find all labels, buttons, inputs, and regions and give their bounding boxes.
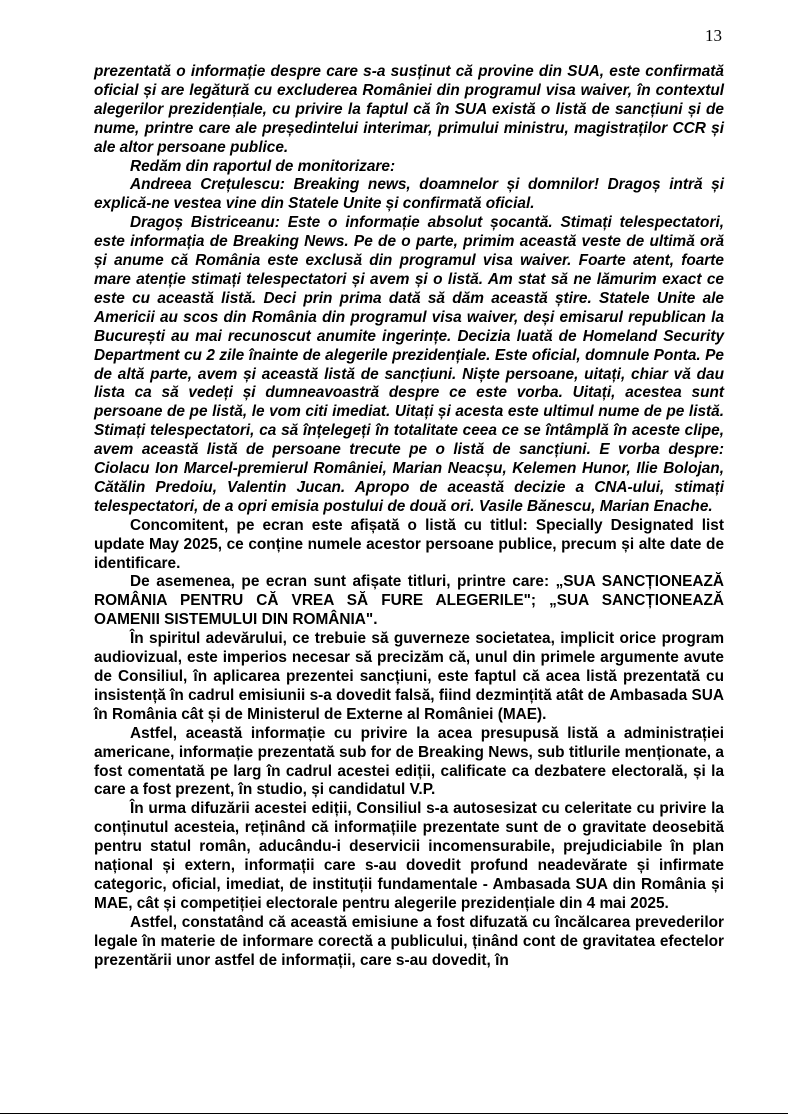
paragraph-finding: Astfel, constatând că această emisiune a fost difuzată cu încălcarea prevederilor legale în materie de informare corectă a publicului, ținând cont de gravitatea efectelor prezentării unor astfel de informații, care s-au dovedit, în: [94, 913, 724, 969]
paragraph-truth-spirit: În spiritul adevărului, ce trebuie să guverneze societatea, implicit orice program audiovizual, este imperios necesar să precizăm că, unul din primele argumente avute de Consiliul, în aplicarea prezentei sancțiuni, este faptul că acea listă prezentată cu insistență în cadrul emisiunii s-a dovedit falsă, fiind dezmințită atât de Ambasada SUA în România cât și de Ministerul de Externe al României (MAE).: [94, 630, 724, 723]
paragraph-quote-cretulescu: Andreea Crețulescu: Breaking news, doamnelor și domnilor! Dragoș intră și explică-ne vestea vine din Statele Unite și confirmată oficial.: [94, 176, 724, 213]
paragraph-screen-list: Concomitent, pe ecran este afișată o listă cu titlul: Specially Designated list update May 2025, ce conține numele acestor persoane publice, precum și alte date de identificare.: [94, 516, 724, 572]
document-body: [94, 63, 724, 971]
paragraph-screen-titles: De asemenea, pe ecran sunt afișate titluri, printre care: „SUA SANCȚIONEAZĂ ROMÂNIA PENTRU CĂ VREA SĂ FURE ALEGERILE"; „SUA SANCȚIONEAZĂ OAMENII SISTEMULUI DIN ROMÂNIA".: [94, 573, 724, 629]
paragraph-council-self-notice: În urma difuzării acestei ediții, Consiliul s-a autosesizat cu celeritate cu privire la conținutul acesteia, reținând că informațiile prezentate sunt de o gravitate deosebită pentru statul român, aducându-i deservicii incomensurabile, prejudiciabile în plan național și extern, informații care s-au dovedit profund neadevărate și infirmate categoric, oficial, imediat, de instituții fundamentale - Ambasada SUA din România și MAE, cât și competiției electorale pentru alegerile prezidențiale din 4 mai 2025.: [94, 800, 724, 912]
page-number: 13: [705, 26, 722, 45]
paragraph-report-intro: Redăm din raportul de monitorizare:: [130, 157, 396, 175]
bottom-divider: [0, 1113, 788, 1114]
paragraph-continuation: prezentată o informație despre care s-a susținut că provine din SUA, este confirmată oficial și are legătură cu excluderea României din programul visa waiver, în contextul alegerilor prezidențiale, cu privire la faptul că în SUA există o listă de sancțiuni și de nume, printre care ale președintelui interimar, primului ministru, magistraților CCR și ale altor persoane publice.: [94, 63, 724, 156]
paragraph-quote-bistriceanu: Dragoș Bistriceanu: Este o informație absolut șocantă. Stimați telespectatori, este informația de Breaking News. Pe de o parte, primim această veste de ultimă oră și anume că România este exclusă din programul visa waiver. Foarte atent, foarte mare atenție stimați telespectatori și avem și o listă. Am stat să ne lămurim exact ce este cu această listă. Deci prin prima dată să dăm această știre. Statele Unite ale Americii au scos din România din programul visa waiver, deși emisarul republican la București au mai recunoscut anumite ingerințe. Decizia luată de Homeland Security Department cu 2 zile înainte de alegerile prezidențiale. Este oficial, domnule Ponta. Pe de altă parte, avem și această listă de sancțiuni. Niște persoane, uitați, chiar vă dau lista ca să vedeți și dumneavoastră despre ce este vorba. Uitați, acestea sunt persoane de pe listă, le vom citi imediat. Uitați și acesta este ultimul nume de pe listă. Stimați telespectatori, ca să înțelegeți în totalitate ceea ce se întâmplă în aceste clipe, avem această listă de persoane trecute pe o listă de sancțiuni. E vorba despre: Ciolacu Ion Marcel-premierul României, Marian Neacșu, Kelemen Hunor, Ilie Bolojan, Cătălin Predoiu, Valentin Jucan. Apropo de această decizie a CNA-ului, stimați telespectatori, de a opri emisia postului de două ori. Vasile Bănescu, Marian Enache.: [94, 214, 724, 515]
paragraph-information-commented: Astfel, această informație cu privire la acea presupusă listă a administrației americane, informație prezentată sub for de Breaking News, sub titlurile menționate, a fost comentată pe larg în cadrul acestei ediții, calificate ca dezbatere electorală, și la care a fost prezent, în studio, și candidatul V.P.: [94, 724, 724, 799]
